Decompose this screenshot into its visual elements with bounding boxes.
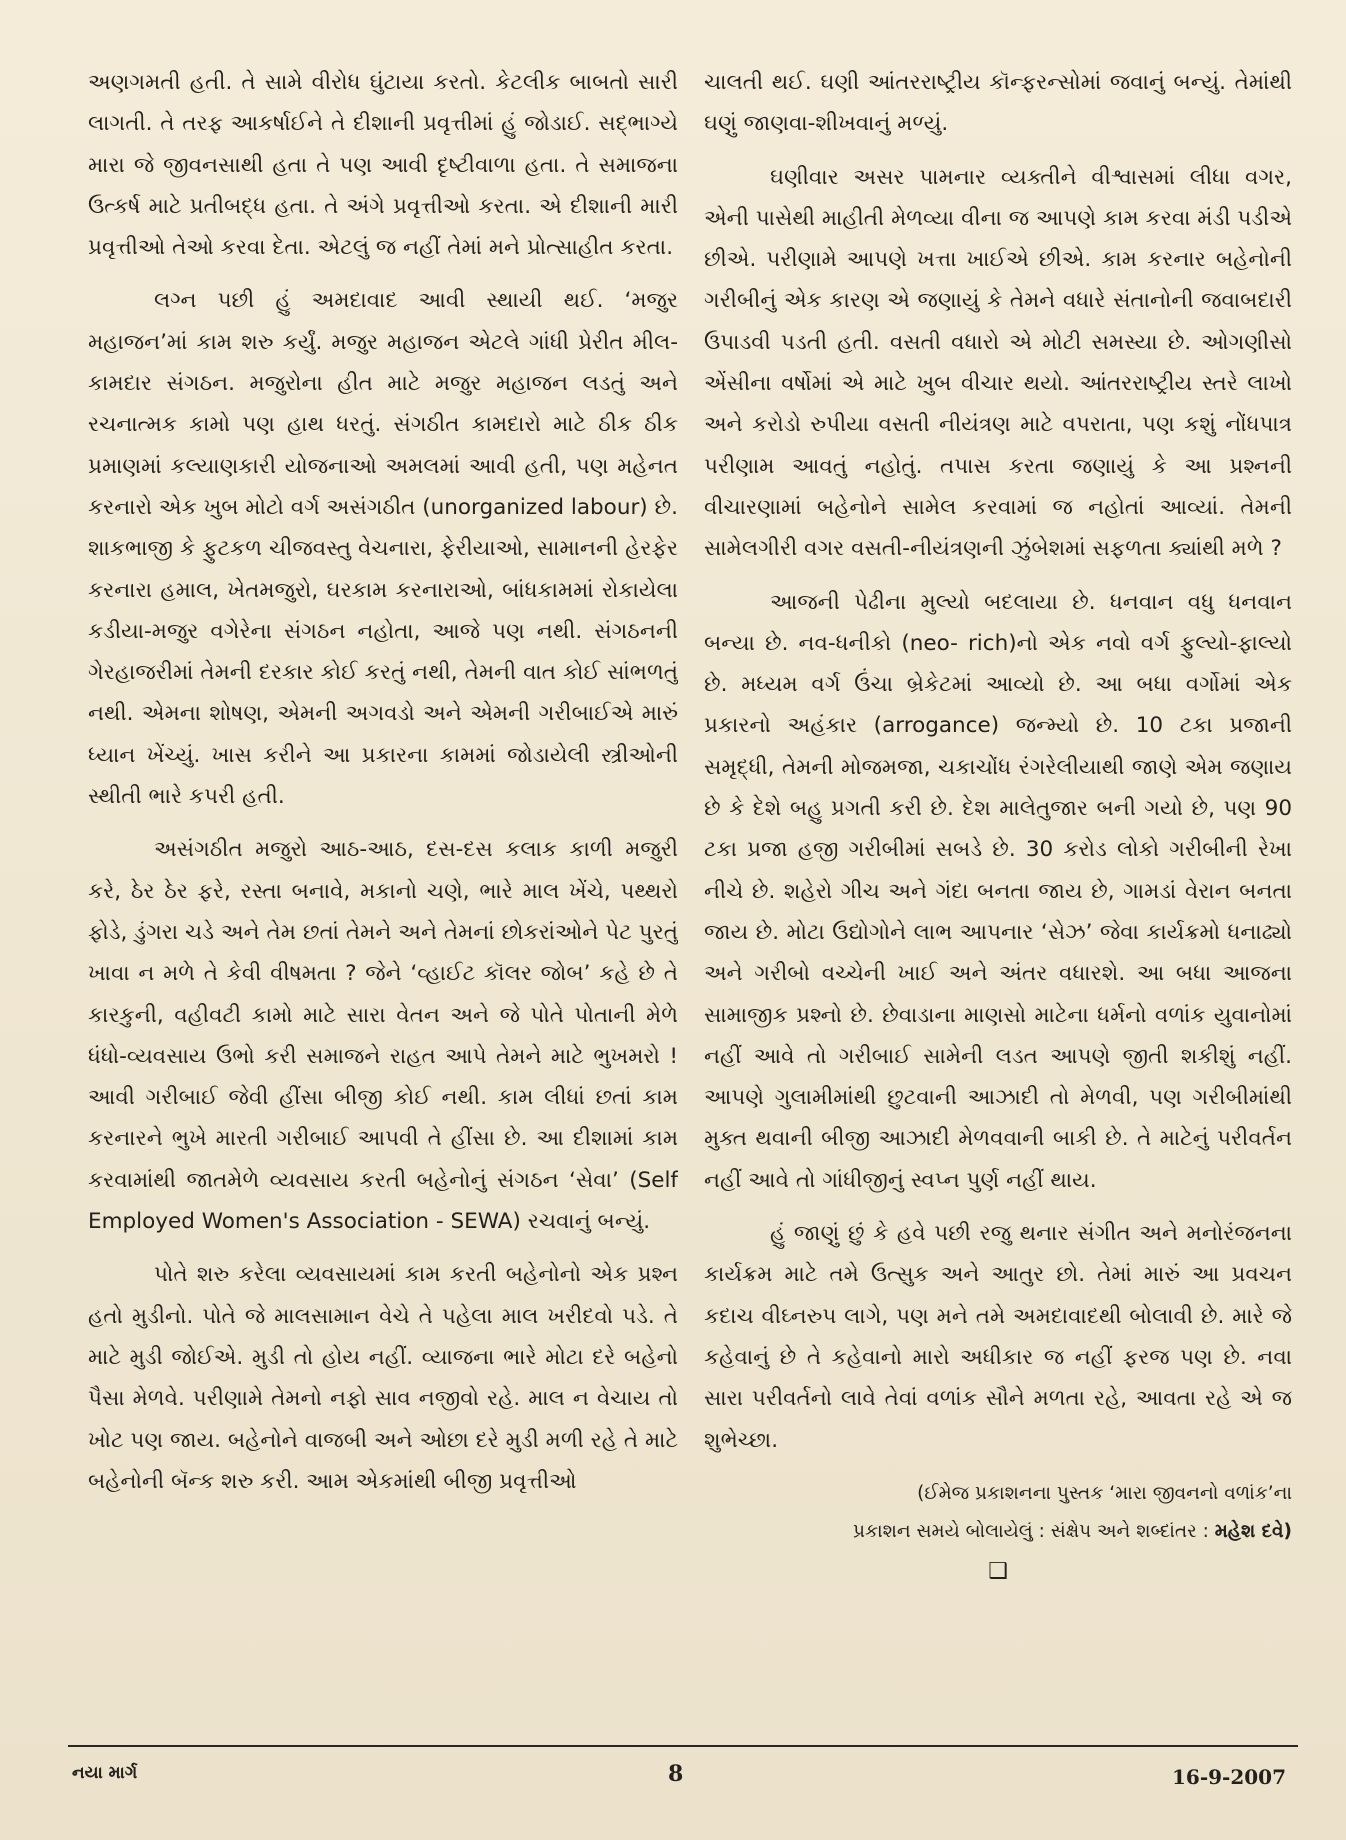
left-column — [88, 62, 678, 1727]
attribution-line-2 — [704, 1513, 1292, 1551]
left-paragraph-4: પોતે શરુ કરેલા વ્યવસાયમાં કામ કરતી બહેનોનો એક પ્રશ્ન હતો મુડીનો. પોતે જે માલસામાન વેચે તે પહેલા માલ ખરીદવો પડે. તે માટે મુડી જોઈએ. મુડી તો હોય નહીં. વ્યાજના ભારે મોટા દરે બહેનો પૈસા મેળવે. પરીણામે તેમનો નફો સાવ નજીવો રહે. માલ ન વેચાય તો ખોટ પણ જાય. બહેનોને વાજબી અને ઓછા દરે મુડી મળી રહે તે માટે બહેનોની બૅન્ક શરુ કરી. આમ એકમાંથી બીજી પ્રવૃત્તીઓ — [88, 1262, 678, 1494]
page-footer — [68, 1755, 1298, 1795]
left-paragraph-2: લગ્ન પછી હું અમદાવાદ આવી સ્થાયી થઈ. ‘મજુર મહાજન’માં કામ શરુ કર્યું. મજુર મહાજન એટલે ગાંધી પ્રેરીત મીલ-કામદાર સંગઠન. મજુરોના હીત માટે મજુર મહાજન લડતું અને રચનાત્મક કામો પણ હાથ ધરતું. સંગઠીત કામદારો માટે ઠીક ઠીક પ્રમાણમાં કલ્યાણકારી યોજનાઓ અમલમાં આવી હતી, પણ મહેનત કરનારો એક ખુબ મોટો વર્ગ અસંગઠીત (unorganized labour) છે. શાકભાજી કે ફુટકળ ચીજવસ્તુ વેચનારા, ફેરીયાઓ, સામાનની હેરફેર કરનારા હમાલ, ખેતમજુરો, ઘરકામ કરનારાઓ, બાંધકામમાં રોકાયેલા કડીયા-મજુર વગેરેના સંગઠન નહોતા, આજે પણ નથી. સંગઠનની ગેરહાજરીમાં તેમની દરકાર કોઈ કરતું નથી, તેમની વાત કોઈ સાંભળતું નથી. એમના શોષણ, એમની અગવડો અને એમની ગરીબાઈએ મારું ધ્યાન ખેંચ્યું. ખાસ કરીને આ પ્રકારના કામમાં જોડાયેલી સ્ત્રીઓની સ્થીતી ભારે કપરી હતી. — [88, 288, 678, 810]
left-paragraph-1: અણગમતી હતી. તે સામે વીરોધ ઘુંટાયા કરતો. કેટલીક બાબતો સારી લાગતી. તે તરફ આકર્ષાઈને તે દીશાની પ્રવૃત્તીમાં હું જોડાઈ. સદ્ભાગ્યે મારા જે જીવનસાથી હતા તે પણ આવી દૃષ્ટીવાળા હતા. તે સમાજના ઉત્કર્ષ માટે પ્રતીબદ્ધ હતા. તે અંગે પ્રવૃત્તીઓ કરતા. એ દીશાની મારી પ્રવૃત્તીઓ તેઓ કરવા દેતા. એટલું જ નહીં તેમાં મને પ્રોત્સાહીત કરતા. — [88, 70, 678, 261]
right-paragraph-3: આજની પેઢીના મુલ્યો બદલાયા છે. ધનવાન વધુ ધનવાન બન્યા છે. નવ-ધનીકો (neo- rich)નો એક નવો વર્ગ ફુલ્યો-ફાલ્યો છે. મધ્યમ વર્ગ ઉંચા બ્રેકેટમાં આવ્યો છે. આ બધા વર્ગોમાં એક પ્રકારનો અહંકાર (arrogance) જન્મ્યો છે. 10 ટકા પ્રજાની સમૃદ્ધી, તેમની મોજમજા, ચકાચોંધ રંગરેલીયાથી જાણે એમ જણાય છે કે દેશે બહુ પ્રગતી કરી છે. દેશ માલેતુજાર બની ગયો છે, પણ 90 ટકા પ્રજા હજી ગરીબીમાં સબડે છે. 30 કરોડ લોકો ગરીબીની રેખા નીચે છે. શહેરો ગીચ અને ગંદા બનતા જાય છે, ગામડાં વેરાન બનતા જાય છે. મોટા ઉદ્યોગોને લાભ આપનાર ‘સેઝ’ જેવા કાર્યક્રમો ધનાઢ્યો અને ગરીબો વચ્ચેની ખાઈ અને અંતર વધારશે. આ બધા આજના સામાજીક પ્રશ્નો છે. છેવાડાના માણસો માટેના ધર્મનો વળાંક યુવાનોમાં નહીં આવે તો ગરીબાઈ સામેની લડત આપણે જીતી શકીશું નહીં. આપણે ગુલામીમાંથી છુટવાની આઝાદી તો મેળવી, પણ ગરીબીમાંથી મુક્ત થવાની બીજી આઝાદી મેળવવાની બાકી છે. તે માટેનું પરીવર્તન નહીં આવે તો ગાંધીજીનું સ્વપ્ન પુર્ણ નહીં થાય. — [704, 589, 1292, 1193]
attribution-author: મહેશ દવે) — [1214, 1520, 1292, 1542]
attribution — [704, 1475, 1292, 1551]
attribution-line-1: (ઈમેજ પ્રકાશનના પુસ્તક ‘મારા જીવનનો વળાંક’ના — [917, 1482, 1292, 1504]
attribution-prefix: પ્રકાશન સમયે બોલાયેલું : સંક્ષેપ અને શબ્દાંતર : — [853, 1520, 1209, 1542]
right-paragraph-1: ચાલતી થઈ. ઘણી આંતરરાષ્ટ્રીય કૉન્ફરન્સોમાં જવાનું બન્યું. તેમાંથી ઘણું જાણવા-શીખવાનું મળ્યું. — [704, 70, 1292, 137]
publication-name: નયા માર્ગ — [72, 1763, 138, 1783]
left-paragraph-3: અસંગઠીત મજુરો આઠ-આઠ, દસ-દસ કલાક કાળી મજુરી કરે, ઠેર ઠેર ફરે, રસ્તા બનાવે, મકાનો ચણે, ભારે માલ ખેંચે, પથ્થરો ફોડે, ડુંગરા ચડે અને તેમ છતાં તેમને અને તેમનાં છોકરાંઓને પેટ પુરતું ખાવા ન મળે તે કેવી વીષમતા ? જેને ‘વ્હાઈટ કૉલર જોબ’ કહે છે તે કારકુની, વહીવટી કામો માટે સારા વેતન અને જે પોતે પોતાની મેળે ધંધો-વ્યવસાય ઉભો કરી સમાજને રાહત આપે તેમને માટે ભુખમરો ! આવી ગરીબાઈ જેવી હીંસા બીજી કોઈ નથી. કામ લીધાં છતાં કામ કરનારને ભુખે મારતી ગરીબાઈ આપવી તે હીંસા છે. આ દીશામાં કામ કરવામાંથી જાતમેળે વ્યવસાય કરતી બહેનોનું સંગઠન ‘સેવા’ (Self Employed Women's Association - SEWA) રચવાનું બન્યું. — [88, 837, 678, 1235]
issue-date: 16-9-2007 — [1171, 1765, 1286, 1789]
right-column — [704, 62, 1292, 1727]
right-paragraph-2: ઘણીવાર અસર પામનાર વ્યક્તીને વીશ્વાસમાં લીધા વગર, એની પાસેથી માહીતી મેળવ્યા વીના જ આપણે કામ કરવા મંડી પડીએ છીએ. પરીણામે આપણે ખત્તા ખાઈએ છીએ. કામ કરનાર બહેનોની ગરીબીનું એક કારણ એ જણાયું કે તેમને વધારે સંતાનોની જવાબદારી ઉપાડવી પડતી હતી. વસતી વધારો એ મોટી સમસ્યા છે. ઓગણીસો એંસીના વર્ષોમાં એ માટે ખુબ વીચાર થયો. આંતરરાષ્ટ્રીય સ્તરે લાખો અને કરોડો રુપીયા વસતી નીયંત્રણ માટે વપરાતા, પણ કશું નોંધપાત્ર પરીણામ આવતું નહોતું. તપાસ કરતા જણાયું કે આ પ્રશ્નની વીચારણામાં બહેનોને સામેલ કરવામાં જ નહોતાં આવ્યાં. તેમની સામેલગીરી વગર વસતી-નીયંત્રણની ઝુંબેશમાં સફળતા ક્યાંથી મળે ? — [704, 164, 1292, 562]
page-number: 8 — [668, 1761, 684, 1787]
right-paragraph-4: હું જાણું છું કે હવે પછી રજુ થનાર સંગીત અને મનોરંજનના કાર્યક્રમ માટે તમે ઉત્સુક અને આતુર છો. તેમાં મારું આ પ્રવચન કદાચ વીઘ્નરુપ લાગે, પણ મને તમે અમદાવાદથી બોલાવી છે. મારે જે કહેવાનું છે તે કહેવાનો મારો અધીકાર જ નહીં ફરજ પણ છે. નવા સારા પરીવર્તનો લાવે તેવાં વળાંક સૌને મળતા રહે, આવતા રહે એ જ શુભેચ્છા. — [704, 1221, 1292, 1453]
end-square-icon: ❑ — [988, 1558, 1008, 1584]
footer-divider — [68, 1745, 1298, 1747]
